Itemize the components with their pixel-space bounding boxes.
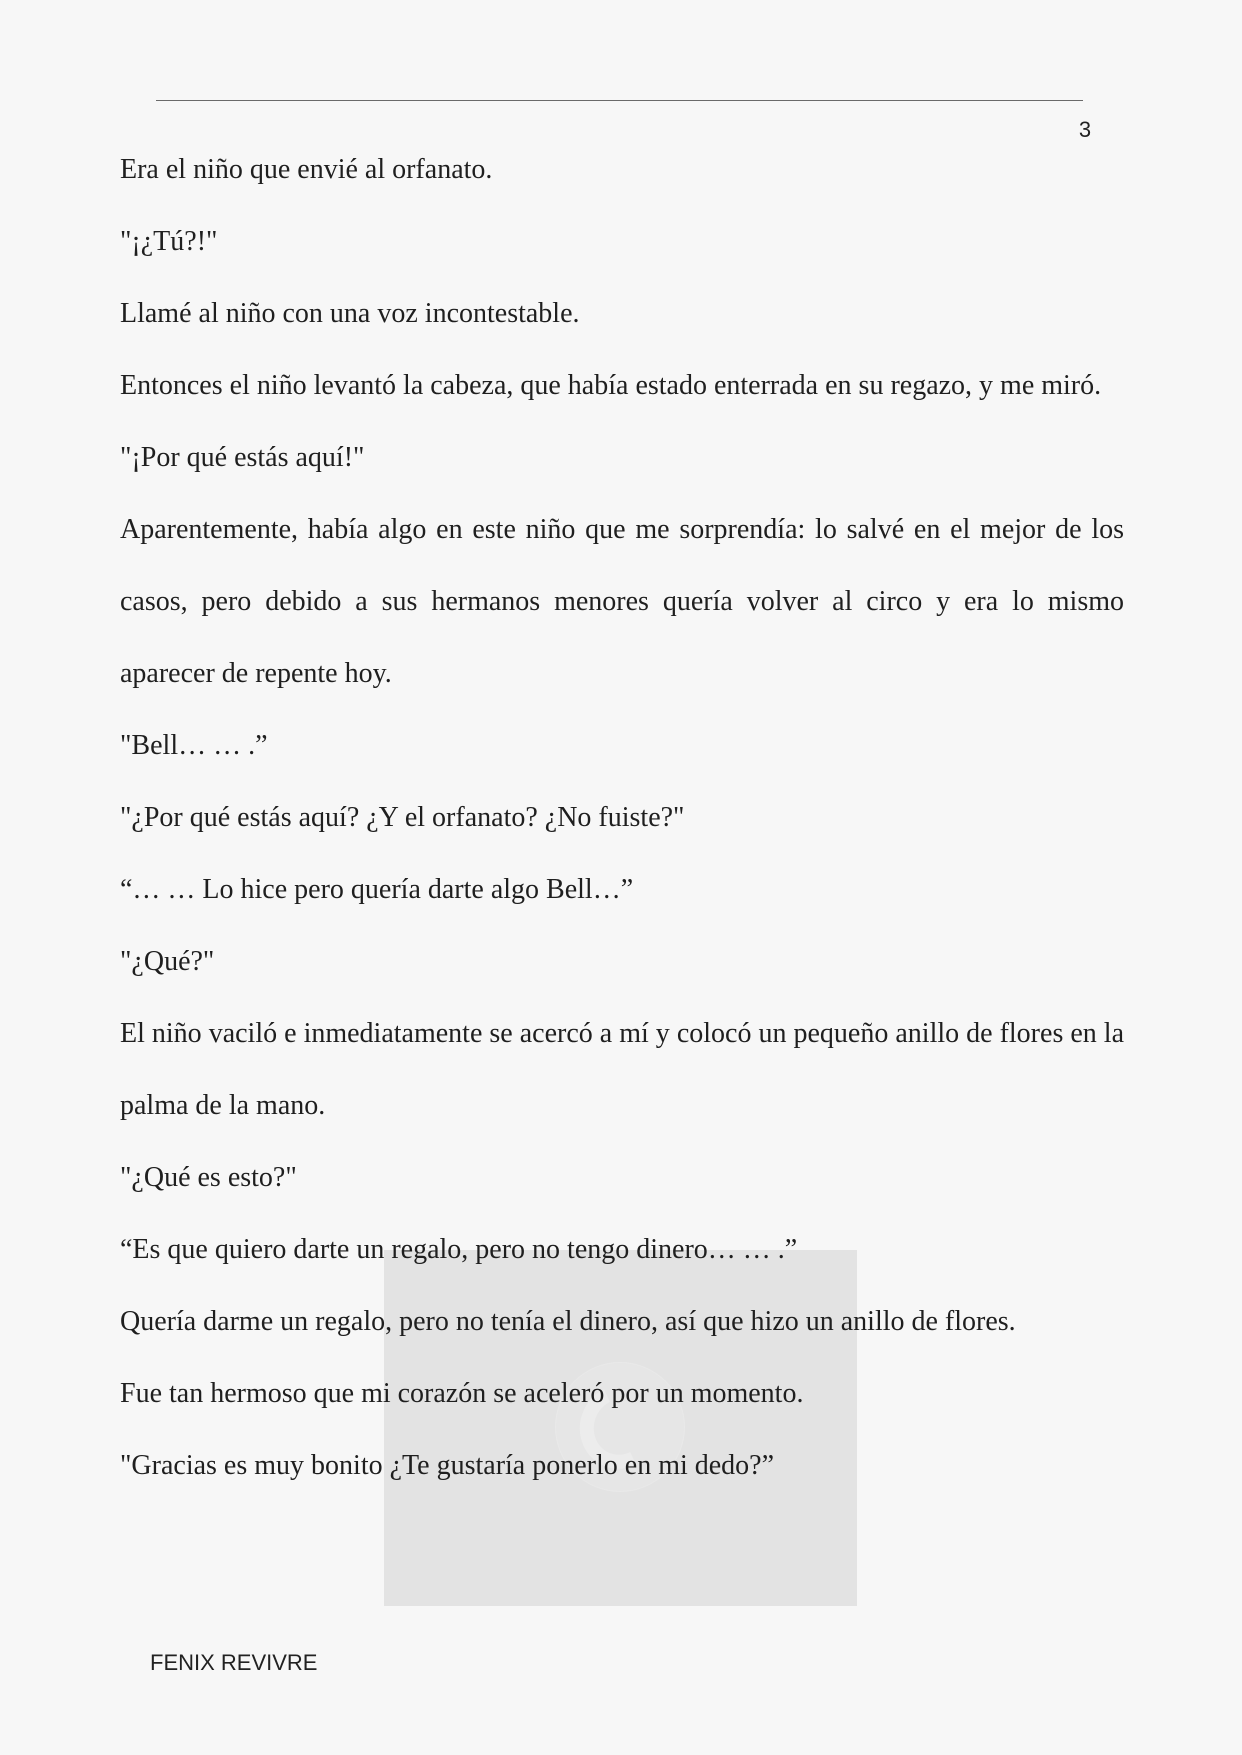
paragraph: "¿Qué?" xyxy=(120,946,215,977)
paragraph: "¿Por qué estás aquí? ¿Y el orfanato? ¿No fuiste?" xyxy=(120,802,685,833)
paragraph: “Es que quiero darte un regalo, pero no tengo dinero… … .” xyxy=(120,1234,798,1265)
paragraph: "¿Qué es esto?" xyxy=(120,1162,297,1193)
paragraph: “… … Lo hice pero quería darte algo Bell…” xyxy=(120,874,634,905)
header-rule xyxy=(156,100,1083,101)
paragraph: Entonces el niño levantó la cabeza, que había estado enterrada en su regazo, y me miró. xyxy=(120,370,1102,401)
paragraph: Fue tan hermoso que mi corazón se aceleró por un momento. xyxy=(120,1378,804,1409)
paragraph: El niño vaciló e inmediatamente se acercó a mí y colocó un pequeño anillo de flores en la palma de la mano. xyxy=(120,1018,1124,1121)
paragraph: Era el niño que envié al orfanato. xyxy=(120,154,493,185)
footer-text: FENIX REVIVRE xyxy=(150,1650,318,1675)
paragraph: "¡¿Tú?!" xyxy=(120,226,218,257)
paragraph: "Gracias es muy bonito ¿Te gustaría ponerlo en mi dedo?” xyxy=(120,1450,775,1481)
paragraph: "¡Por qué estás aquí!" xyxy=(120,442,365,473)
paragraph: Llamé al niño con una voz incontestable. xyxy=(120,298,580,329)
paragraph: Quería darme un regalo, pero no tenía el dinero, así que hizo un anillo de flores. xyxy=(120,1306,1016,1337)
paragraph: Aparentemente, había algo en este niño que me sorprendía: lo salvé en el mejor de los casos, pero debido a sus hermanos menores quería volver al circo y era lo mismo aparecer de repente hoy. xyxy=(120,514,1124,689)
paragraph: "Bell… … .” xyxy=(120,730,268,761)
page-number: 3 xyxy=(1078,117,1092,142)
body-text xyxy=(120,134,1124,1502)
